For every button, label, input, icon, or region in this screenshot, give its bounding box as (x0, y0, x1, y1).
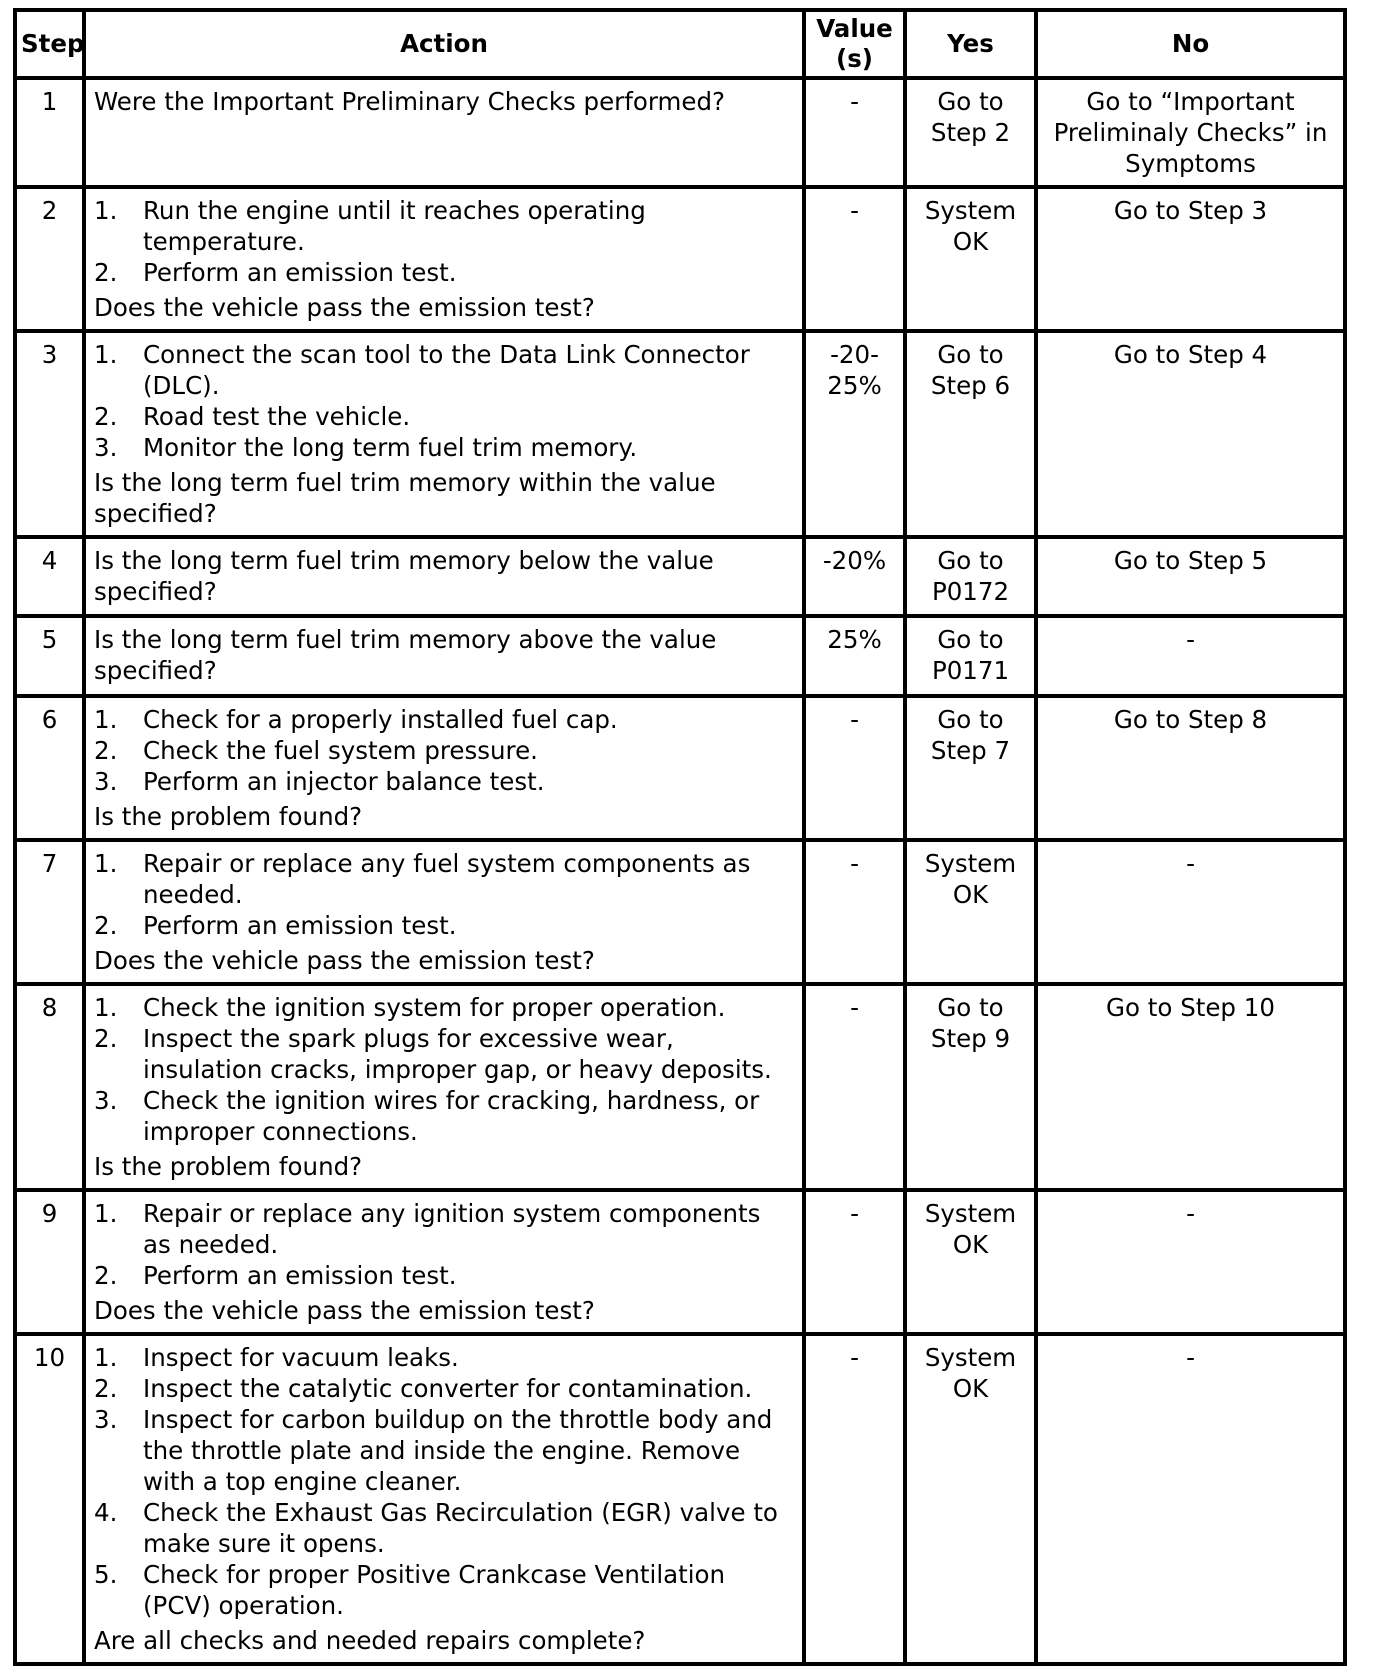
action-step-number: 1. (94, 1199, 118, 1228)
action-step-text: Road test the vehicle. (143, 402, 411, 431)
table-row (15, 1190, 1345, 1334)
yes-cell: Go to P0171 (905, 616, 1036, 696)
action-cell (84, 1190, 804, 1334)
action-step-text: Check the Exhaust Gas Recirculation (EGR) valve to make sure it opens. (143, 1498, 778, 1558)
action-step (94, 1023, 794, 1085)
action-step-number: 1. (94, 993, 118, 1022)
action-step-text: Inspect for vacuum leaks. (143, 1343, 459, 1372)
value-cell: - (804, 840, 905, 984)
yes-cell: Go to Step 6 (905, 331, 1036, 537)
step-number: 5 (15, 616, 84, 696)
action-step-text: Run the engine until it reaches operating temperature. (143, 196, 646, 256)
table-row (15, 537, 1345, 616)
no-cell: - (1036, 1334, 1345, 1664)
action-step-text: Monitor the long term fuel trim memory. (143, 433, 638, 462)
value-cell: - (804, 78, 905, 187)
step-number: 7 (15, 840, 84, 984)
action-step-text: Check for a properly installed fuel cap. (143, 705, 618, 734)
value-cell: - (804, 696, 905, 840)
yes-cell: Go to P0172 (905, 537, 1036, 616)
action-question: Were the Important Preliminary Checks performed? (94, 87, 726, 116)
action-cell (84, 840, 804, 984)
action-step-text: Connect the scan tool to the Data Link Connector (DLC). (143, 340, 750, 400)
action-step-number: 2. (94, 258, 118, 287)
table-row (15, 187, 1345, 331)
action-step (94, 992, 794, 1023)
action-step (94, 1373, 794, 1404)
action-cell (84, 331, 804, 537)
action-question: Is the long term fuel trim memory below the value specified? (94, 546, 714, 606)
action-step-number: 4. (94, 1498, 118, 1527)
action-step-number: 2. (94, 1261, 118, 1290)
action-step (94, 766, 794, 797)
action-question: Does the vehicle pass the emission test? (94, 946, 595, 975)
action-step-text: Check the ignition system for proper operation. (143, 993, 726, 1022)
table-row (15, 616, 1345, 696)
action-cell (84, 696, 804, 840)
action-step-text: Perform an emission test. (143, 911, 457, 940)
action-step-text: Perform an injector balance test. (143, 767, 545, 796)
action-step (94, 401, 794, 432)
action-question: Are all checks and needed repairs complete? (94, 1626, 646, 1655)
no-cell: Go to Step 4 (1036, 331, 1345, 537)
value-cell: 25% (804, 616, 905, 696)
step-number: 6 (15, 696, 84, 840)
action-step-text: Inspect the spark plugs for excessive wear, insulation cracks, improper gap, or heavy deposits. (143, 1024, 772, 1084)
yes-cell: System OK (905, 187, 1036, 331)
step-number: 10 (15, 1334, 84, 1664)
value-cell: - (804, 187, 905, 331)
action-cell (84, 537, 804, 616)
yes-cell: Go to Step 9 (905, 984, 1036, 1190)
action-step (94, 1260, 794, 1291)
table-body (15, 78, 1345, 1664)
yes-cell: System OK (905, 840, 1036, 984)
yes-cell: Go to Step 7 (905, 696, 1036, 840)
no-cell: - (1036, 840, 1345, 984)
action-step (94, 1085, 794, 1147)
action-step (94, 848, 794, 910)
action-step (94, 1559, 794, 1621)
action-step (94, 339, 794, 401)
value-cell: - (804, 984, 905, 1190)
action-step (94, 1198, 794, 1260)
action-question: Does the vehicle pass the emission test? (94, 293, 595, 322)
action-question: Is the problem found? (94, 1152, 363, 1181)
header-action: Action (84, 10, 804, 78)
value-cell: -20% (804, 537, 905, 616)
action-step-text: Perform an emission test. (143, 1261, 457, 1290)
no-cell: - (1036, 616, 1345, 696)
yes-cell: System OK (905, 1190, 1036, 1334)
value-cell: - (804, 1190, 905, 1334)
diagnostic-table (13, 8, 1347, 1666)
step-number: 1 (15, 78, 84, 187)
action-step-number: 1. (94, 849, 118, 878)
action-step (94, 257, 794, 288)
action-step-number: 1. (94, 1343, 118, 1372)
action-question: Is the long term fuel trim memory above the value specified? (94, 625, 717, 685)
action-step-number: 2. (94, 911, 118, 940)
action-steps-list (94, 1342, 794, 1621)
action-question: Does the vehicle pass the emission test? (94, 1296, 595, 1325)
step-number: 9 (15, 1190, 84, 1334)
action-cell (84, 616, 804, 696)
yes-cell: System OK (905, 1334, 1036, 1664)
action-step-text: Check the ignition wires for cracking, hardness, or improper connections. (143, 1086, 760, 1146)
action-step-number: 3. (94, 1405, 118, 1434)
action-step (94, 1497, 794, 1559)
action-step (94, 735, 794, 766)
action-steps-list (94, 704, 794, 797)
action-steps-list (94, 195, 794, 288)
action-steps-list (94, 1198, 794, 1291)
action-step-number: 3. (94, 1086, 118, 1115)
action-step-text: Inspect the catalytic converter for contamination. (143, 1374, 753, 1403)
action-step-text: Check for proper Positive Crankcase Ventilation (PCV) operation. (143, 1560, 726, 1620)
action-step (94, 1404, 794, 1497)
header-value: Value (s) (804, 10, 905, 78)
action-step-number: 2. (94, 736, 118, 765)
action-step (94, 1342, 794, 1373)
no-cell: - (1036, 1190, 1345, 1334)
action-step (94, 432, 794, 463)
action-step-text: Perform an emission test. (143, 258, 457, 287)
step-number: 8 (15, 984, 84, 1190)
table-row (15, 984, 1345, 1190)
yes-cell: Go to Step 2 (905, 78, 1036, 187)
action-steps-list (94, 992, 794, 1147)
action-question: Is the long term fuel trim memory within the value specified? (94, 468, 716, 528)
header-step: Step (15, 10, 84, 78)
value-cell: - (804, 1334, 905, 1664)
action-cell (84, 984, 804, 1190)
no-cell: Go to Step 3 (1036, 187, 1345, 331)
table-row (15, 1334, 1345, 1664)
header-no: No (1036, 10, 1345, 78)
step-number: 2 (15, 187, 84, 331)
table-row (15, 78, 1345, 187)
action-step-number: 3. (94, 767, 118, 796)
action-step-number: 5. (94, 1560, 118, 1589)
action-step (94, 910, 794, 941)
table-row (15, 840, 1345, 984)
action-step-number: 1. (94, 196, 118, 225)
action-question: Is the problem found? (94, 802, 363, 831)
action-step-number: 2. (94, 1374, 118, 1403)
action-steps-list (94, 339, 794, 463)
no-cell: Go to Step 8 (1036, 696, 1345, 840)
action-step-text: Check the fuel system pressure. (143, 736, 538, 765)
action-steps-list (94, 848, 794, 941)
action-cell (84, 1334, 804, 1664)
action-step-number: 1. (94, 340, 118, 369)
action-step-text: Repair or replace any fuel system components as needed. (143, 849, 751, 909)
no-cell: Go to “Important Preliminaly Checks” in Symptoms (1036, 78, 1345, 187)
action-step-text: Repair or replace any ignition system components as needed. (143, 1199, 761, 1259)
action-step-number: 3. (94, 433, 118, 462)
no-cell: Go to Step 5 (1036, 537, 1345, 616)
step-number: 3 (15, 331, 84, 537)
value-cell: -20-25% (804, 331, 905, 537)
table-row (15, 331, 1345, 537)
no-cell: Go to Step 10 (1036, 984, 1345, 1190)
action-step-number: 1. (94, 705, 118, 734)
action-cell (84, 78, 804, 187)
step-number: 4 (15, 537, 84, 616)
action-step-text: Inspect for carbon buildup on the throttle body and the throttle plate and inside the engine. Remove with a top engine cleaner. (143, 1405, 773, 1496)
table-row (15, 696, 1345, 840)
action-step (94, 195, 794, 257)
action-step (94, 704, 794, 735)
header-row (15, 10, 1345, 78)
action-cell (84, 187, 804, 331)
action-step-number: 2. (94, 402, 118, 431)
action-step-number: 2. (94, 1024, 118, 1053)
header-yes: Yes (905, 10, 1036, 78)
